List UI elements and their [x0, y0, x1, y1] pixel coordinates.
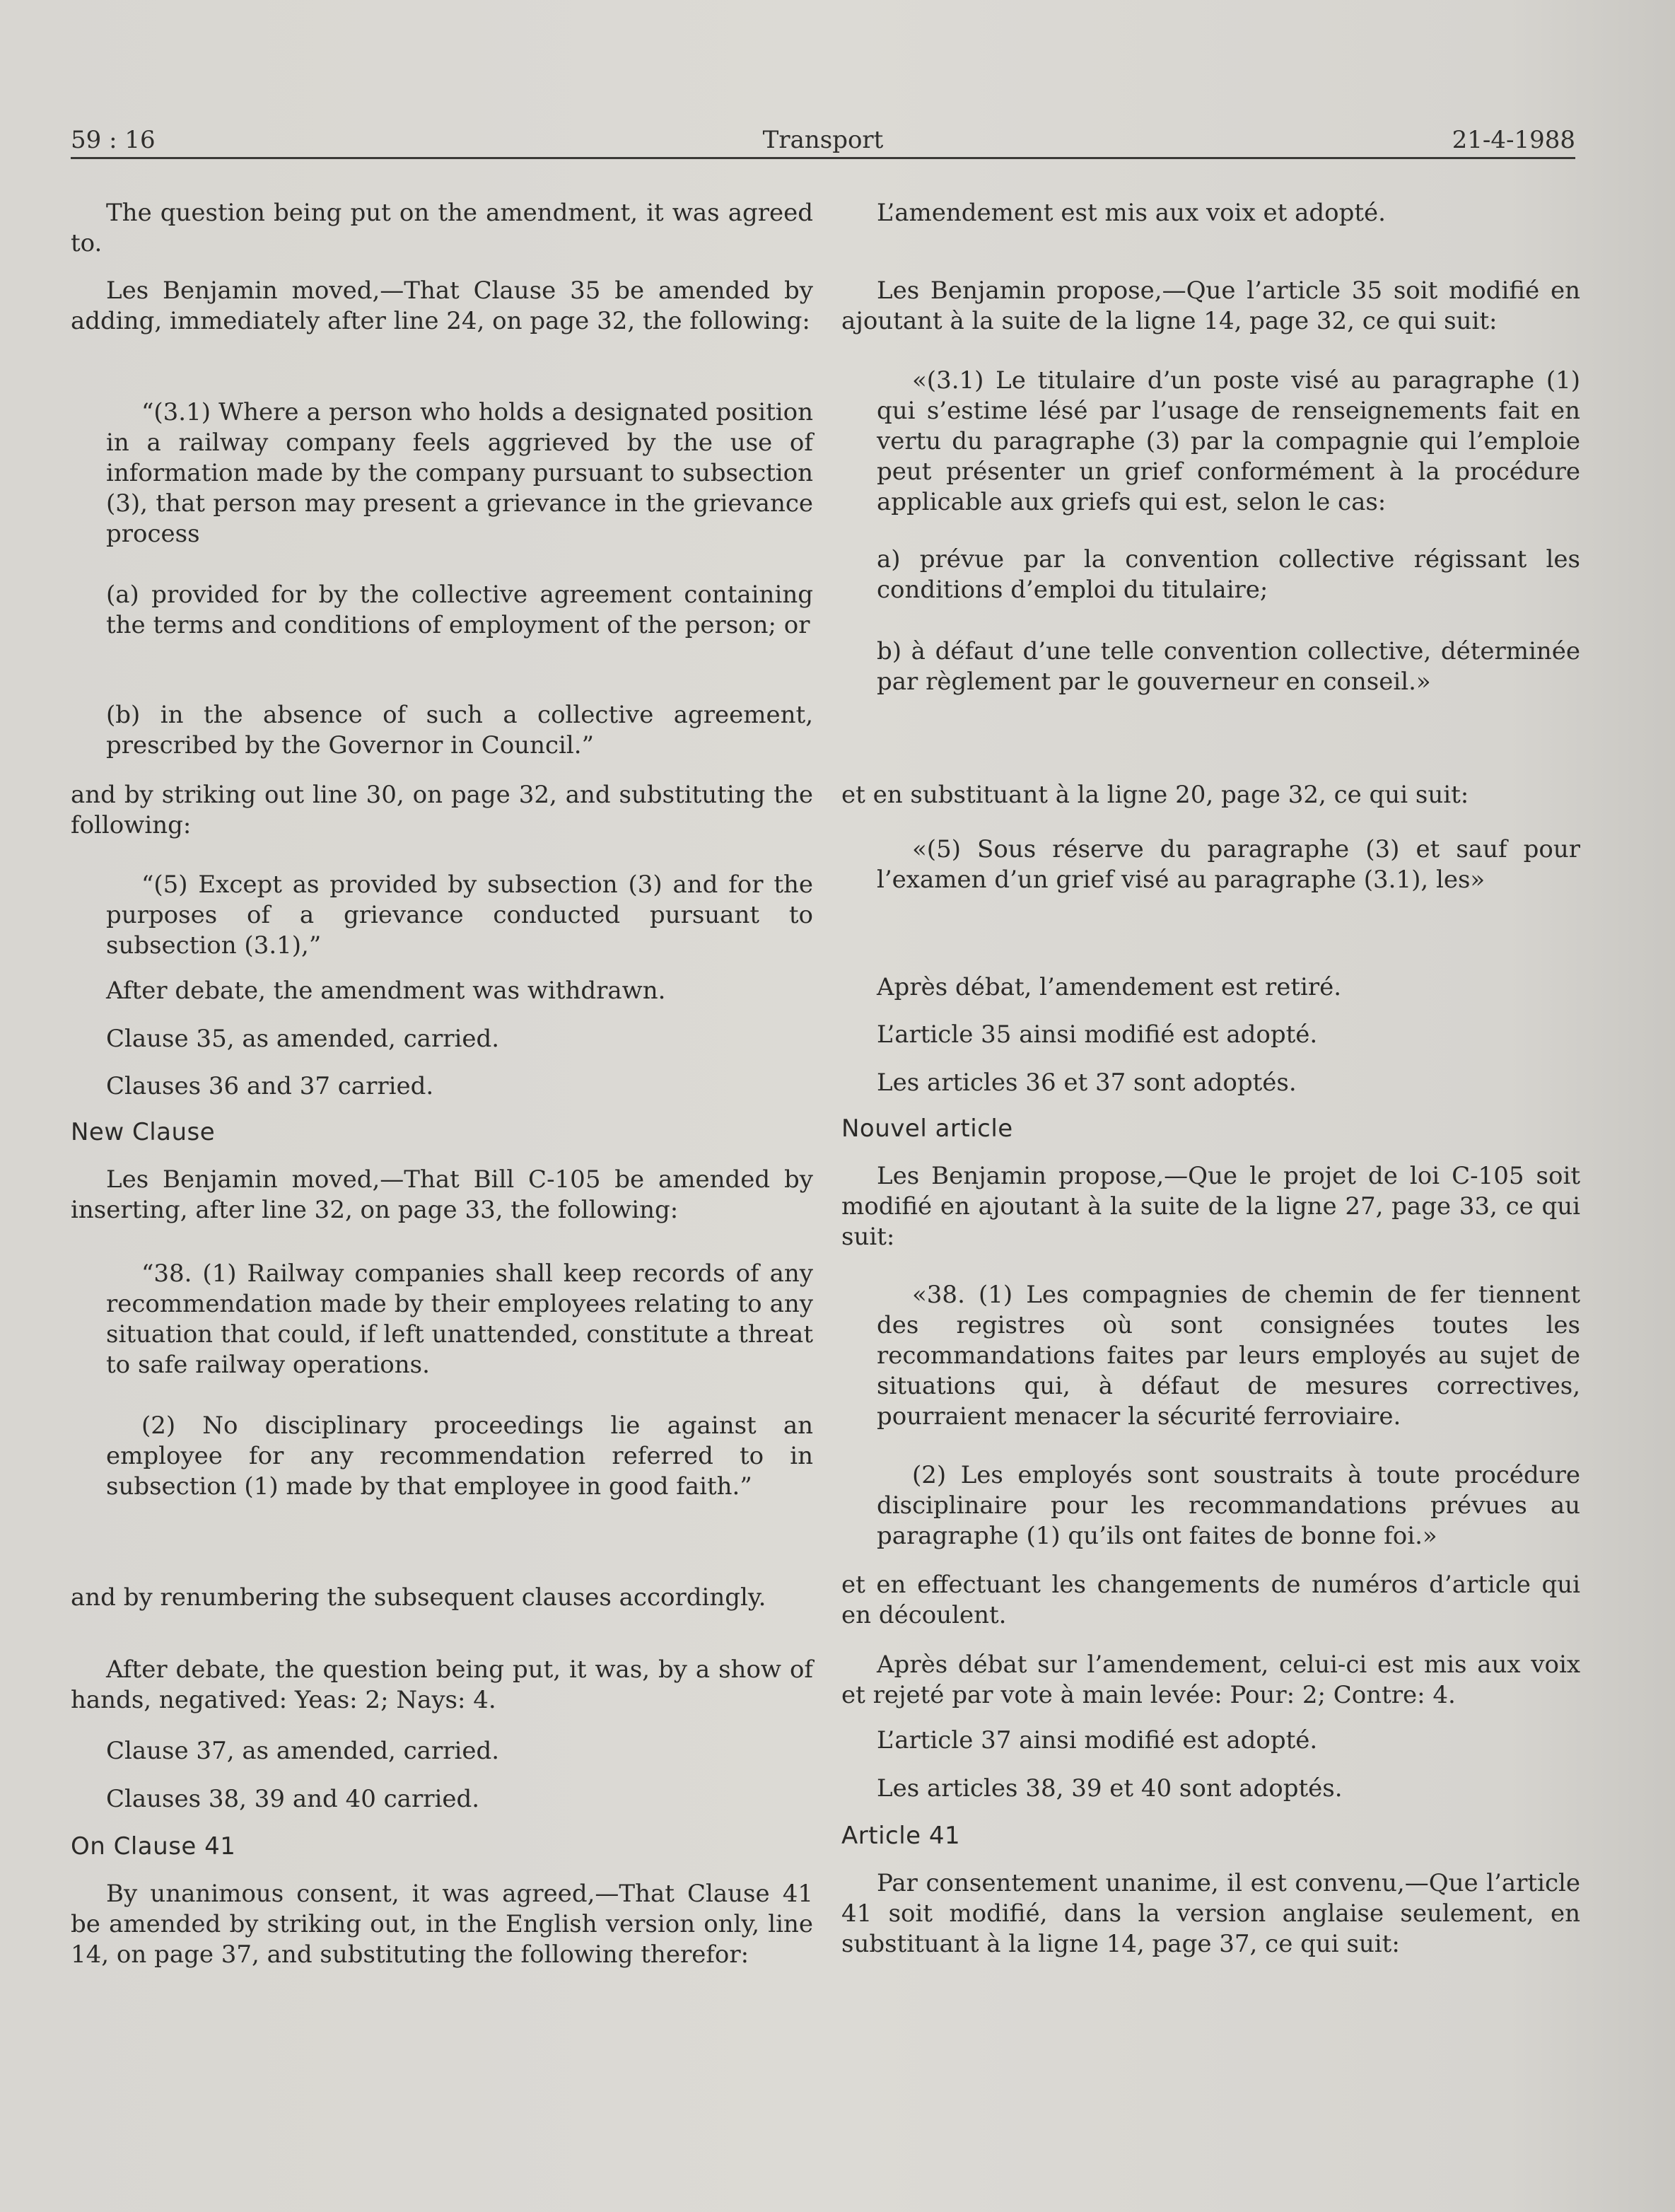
- section-heading: On Clause 41: [71, 1832, 236, 1861]
- quoted-paragraph: (b) in the absence of such a collective agreement, prescribed by the Governor in Council.”: [106, 701, 813, 759]
- paragraph: and by striking out line 30, on page 32, and substituting the following:: [71, 781, 813, 839]
- paragraph: Clauses 36 and 37 carried.: [106, 1072, 434, 1100]
- paragraph: Les Benjamin moved,—That Bill C-105 be amended by inserting, after line 32, on page 33, the following:: [71, 1165, 813, 1224]
- running-header: [71, 124, 1575, 156]
- quoted-subsection: (2) Les employés sont soustraits à toute procédure disciplinaire pour les recommandations prévues au paragraphe (1) qu’ils ont faites de bonne foi.»: [877, 1461, 1580, 1550]
- paragraph: Après débat sur l’amendement, celui-ci est mis aux voix et rejeté par vote à main levée: Pour: 2; Contre: 4.: [841, 1651, 1580, 1709]
- paragraph: Les Benjamin propose,—Que l’article 35 soit modifié en ajoutant à la suite de la ligne 14, page 32, ce qui suit:: [841, 276, 1580, 335]
- quoted-subsection: «(3.1) Le titulaire d’un poste visé au paragraphe (1) qui s’estime lésé par l’usage de renseignements fait en vertu du paragraphe (3) par la compagnie qui l’emploie peut présenter un grief conformément à la procédure applicable aux griefs qui est, selon le cas:: [877, 366, 1580, 516]
- quoted-subsection: “(3.1) Where a person who holds a designated position in a railway company feels aggrieved by the use of information made by the company pursuant to subsection (3), that person may present a grievance in the grievance process: [106, 398, 813, 548]
- quoted-subsection: “38. (1) Railway companies shall keep records of any recommendation made by their employees relating to any situation that could, if left unattended, constitute a threat to safe railway operations.: [106, 1259, 813, 1379]
- paragraph: Après débat, l’amendement est retiré.: [877, 973, 1342, 1001]
- paragraph: Les articles 38, 39 et 40 sont adoptés.: [877, 1774, 1343, 1803]
- quoted-subsection: «(5) Sous réserve du paragraphe (3) et sauf pour l’examen d’un grief visé au paragraphe (3.1), les»: [877, 835, 1580, 894]
- paragraph: Les articles 36 et 37 sont adoptés.: [877, 1069, 1297, 1097]
- quoted-subsection: (2) No disciplinary proceedings lie against an employee for any recommendation referred to in subsection (1) made by that employee in good faith.”: [106, 1411, 813, 1501]
- header-date: 21-4-1988: [1452, 126, 1575, 154]
- paragraph: L’amendement est mis aux voix et adopté.: [877, 199, 1386, 227]
- paragraph: Clause 37, as amended, carried.: [106, 1737, 500, 1765]
- section-heading: Nouvel article: [841, 1114, 1013, 1143]
- paragraph: After debate, the amendment was withdrawn.: [106, 977, 666, 1005]
- paragraph: Clause 35, as amended, carried.: [106, 1025, 500, 1053]
- page-number: 59 : 16: [71, 126, 156, 154]
- paragraph: After debate, the question being put, it was, by a show of hands, negatived: Yeas: 2; Nays: 4.: [71, 1655, 813, 1714]
- paragraph: et en effectuant les changements de numéros d’article qui en découlent.: [841, 1571, 1580, 1629]
- paragraph: The question being put on the amendment, it was agreed to.: [71, 199, 813, 257]
- quoted-paragraph: a) prévue par la convention collective régissant les conditions d’emploi du titulaire;: [877, 545, 1580, 604]
- paragraph: Les Benjamin moved,—That Clause 35 be amended by adding, immediately after line 24, on page 32, the following:: [71, 276, 813, 335]
- paragraph: Par consentement unanime, il est convenu,—Que l’article 41 soit modifié, dans la version anglaise seulement, en substituant à la ligne 14, page 37, ce qui suit:: [841, 1869, 1580, 1958]
- quoted-paragraph: (a) provided for by the collective agreement containing the terms and conditions of employment of the person; or: [106, 581, 813, 639]
- paragraph: Clauses 38, 39 and 40 carried.: [106, 1785, 480, 1813]
- section-heading: Article 41: [841, 1822, 961, 1850]
- paragraph: et en substituant à la ligne 20, page 32, ce qui suit:: [841, 781, 1469, 809]
- paragraph: By unanimous consent, it was agreed,—That Clause 41 be amended by striking out, in the English version only, line 14, on page 37, and substituting the following therefor:: [71, 1880, 813, 1969]
- quoted-subsection: «38. (1) Les compagnies de chemin de fer tiennent des registres où sont consignées toutes les recommandations faites par leurs employés au sujet de situations qui, à défaut de mesures correctives, pourraient menacer la sécurité ferroviaire.: [877, 1281, 1580, 1431]
- paragraph: and by renumbering the subsequent clauses accordingly.: [71, 1583, 766, 1612]
- paragraph: Les Benjamin propose,—Que le projet de loi C-105 soit modifié en ajoutant à la suite de la ligne 27, page 33, ce qui suit:: [841, 1162, 1580, 1251]
- quoted-subsection: “(5) Except as provided by subsection (3) and for the purposes of a grievance conducted pursuant to subsection (3.1),”: [106, 871, 813, 960]
- section-heading: New Clause: [71, 1118, 216, 1146]
- quoted-paragraph: b) à défaut d’une telle convention collective, déterminée par règlement par le gouverneur en conseil.»: [877, 637, 1580, 696]
- header-title: Transport: [762, 126, 884, 154]
- header-rule: [71, 157, 1575, 159]
- paragraph: L’article 37 ainsi modifié est adopté.: [877, 1726, 1318, 1754]
- paragraph: L’article 35 ainsi modifié est adopté.: [877, 1020, 1318, 1049]
